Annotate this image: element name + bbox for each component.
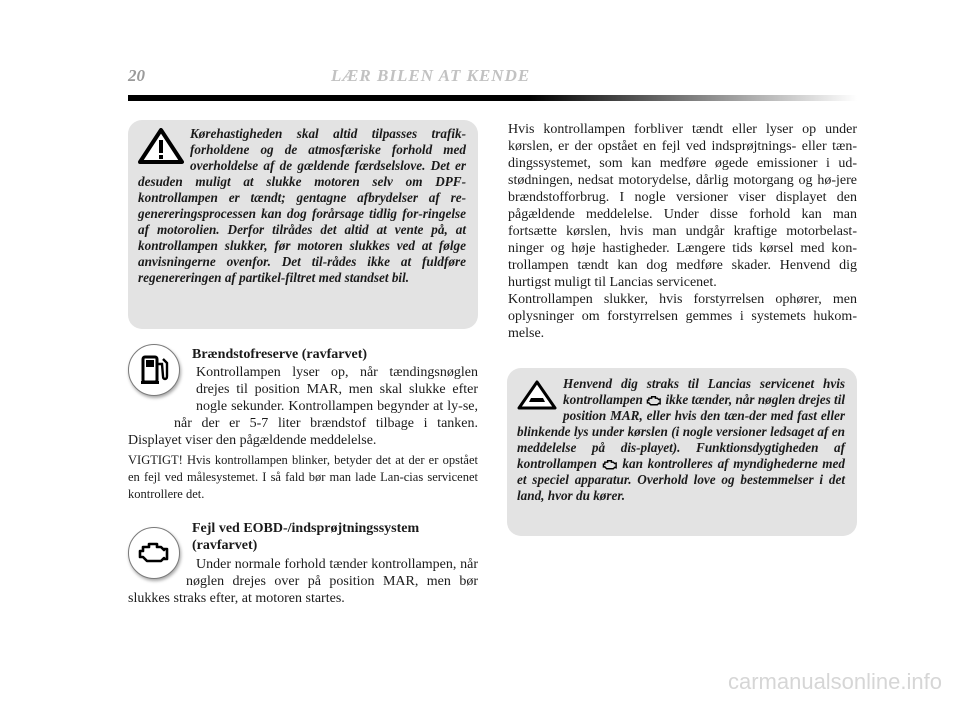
warning-box-eobd-text-1: Henvend dig straks til Lancias servicenet hvis kontrollampen	[563, 376, 845, 407]
page-number: 20	[128, 66, 145, 85]
right-paragraph-1: Hvis kontrollampen forbliver tændt eller lyser op under kørslen, er der opstået en fejl ved indsprøjtnings- eller tæn-dingssystemet, som kan medføre øgede emissioner i ud-stødningen, nedsat motorydelse, dårlig motorgang og hø-jere brændstofforbrug. I nogle versioner viser displayet den pågældende meddelelse. Under disse forhold kan man fortsætte kørslen, hvis man undgår kraftige motorbelast-ninger og høje hastigheder. Længere tids kørsel med kon-trollampen tændt kan dog medføre skader. Henvend dig hurtigst muligt til Lancias servicenet.	[508, 122, 857, 290]
warning-box-eobd-text-2: ikke tænder, når nøglen drejes til position MAR, eller hvis den tæn-der med fast eller blinkende lys under kørslen (i nogle versioner ledsaget af en meddelelse på dis-playet). Funktionsdygtigheden af kontrollampen	[517, 392, 846, 471]
fuel-reserve-title: Brændstofreserve (ravfarvet)	[192, 347, 368, 362]
warning-triangle-engine-icon	[517, 380, 557, 410]
warning-triangle-icon	[138, 128, 184, 164]
eobd-title: Fejl ved EOBD-/indsprøjtningssystem (ravfarvet)	[192, 521, 420, 553]
warning-box-speed	[128, 120, 478, 329]
warning-box-speed-text: Kørehastigheden skal altid tilpasses trafik-forholdene og de atmosfæriske forhold med overholdelse af de gældende færdselslove. Det er desuden muligt at slukke motoren selv om DPF-kontrollampen er tændt; gentagne afbrydelser af re-genereringsprocessen kan dog forårsage tidlig for-ringelse af motorolien. Derfor tilrådes det altid at vente på, at kontrollampen slukker, før motoren slukkes ved at følge anvisningerne ovenfor. Det til-rådes ikke at fuldføre regenereringen af partikel-filtret med standset bil.	[138, 126, 466, 285]
fuel-reserve-note: VIGTIGT! Hvis kontrollampen blinker, betyder det at der er opstået en fejl ved målesystemet. I så fald bør man lade Lan-cias servicenet kontrollere det.	[128, 453, 478, 501]
fuel-reserve-body: Kontrollampen lyser op, når tændingsnøglen drejes til position MAR, men skal slukke efter nogle sekunder. Kontrollampen begynder at ly-se, når der er 5-7 liter brændstof tilbage i tanken. Displayet viser den pågældende meddelelse.	[128, 365, 478, 448]
right-column-text	[508, 121, 857, 342]
warning-box-eobd-text-3: kan kontrolleres af myndighederne med et speciel apparatur. Overhold love og bestemmelser i det land, hvor du kører.	[517, 456, 846, 503]
right-paragraph-2: Kontrollampen slukker, hvis forstyrrelsen ophører, men oplysninger om forstyrrelsen gemmes i systemets hukom-melse.	[508, 292, 857, 341]
header-rule	[128, 95, 857, 101]
engine-icon	[602, 459, 618, 471]
engine-icon	[646, 395, 662, 407]
watermark: carmanualsonline.info	[727, 669, 942, 694]
eobd-body: Under normale forhold tænder kontrollampen, når nøglen drejes over på position MAR, men bør slukkes straks efter, at motoren startes.	[128, 557, 478, 606]
running-header-title: LÆR BILEN AT KENDE	[331, 66, 531, 85]
warning-box-eobd	[507, 368, 857, 536]
